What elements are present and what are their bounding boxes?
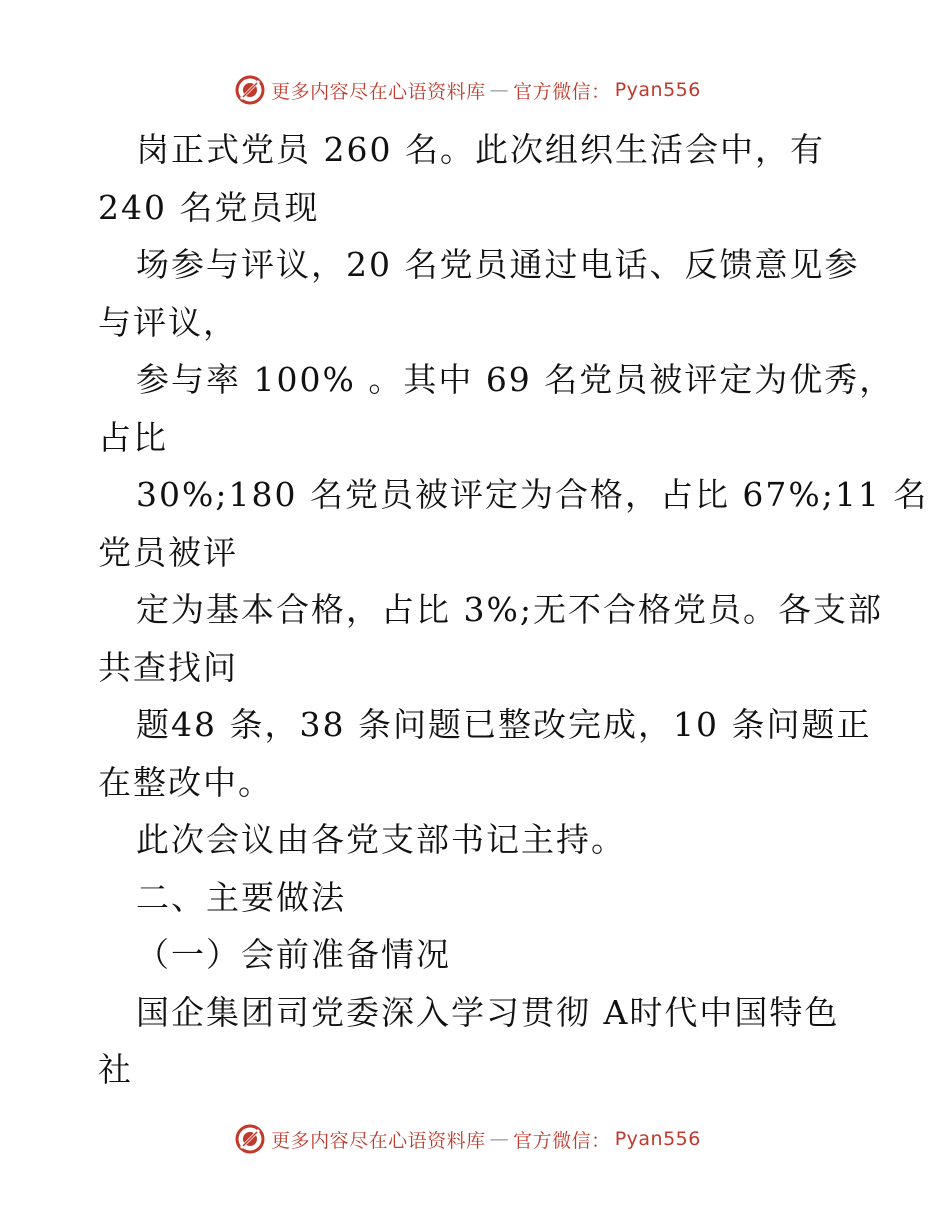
banner-title: 更多内容尽在心语资料库 [271,80,486,103]
text-line: 题48 条，38 条问题已整改完成，10 条问题正 [136,705,872,744]
banner-contact-label: 官方微信： [513,1129,611,1152]
text-line: 国企集团司党委深入学习贯彻 A时代中国特色 [136,992,840,1032]
text-line: 定为基本合格，占比 3%;无不合格党员。各支部 [136,590,883,629]
text-line: 共查找问 [98,647,238,687]
pen-logo-icon [233,73,267,107]
text-line: 与评议， [98,302,238,342]
text-line: 30%;180 名党员被评定为合格，占比 67%;11 名 [136,475,929,514]
text-line: 场参与评议，20 名党员通过电话、反馈意见参 [136,245,860,284]
section-heading: 二、主要做法 [136,877,346,917]
footer-banner [0,1119,950,1159]
banner-title: 更多内容尽在心语资料库 [271,1129,486,1152]
text-line: 岗正式党员 260 名。此次组织生活会中，有 [136,130,825,169]
text-line: 在整改中。 [98,762,273,802]
text-line: 社 [98,1050,133,1089]
subsection-heading: （一）会前准备情况 [136,935,451,974]
banner-dash: — [489,1128,510,1150]
header-banner [0,70,950,110]
text-line: 此次会议由各党支部书记主持。 [136,820,626,859]
banner-dash: — [489,79,510,101]
banner-wechat-id: Pyan556 [614,79,701,101]
banner-wechat-id: Pyan556 [614,1128,701,1150]
banner-contact-label: 官方微信： [513,80,611,103]
text-line: 240 名党员现 [98,187,320,227]
text-line: 党员被评 [98,532,238,572]
text-line: 参与率 100% 。其中 69 名党员被评定为优秀， [136,360,895,399]
document-body [98,121,929,1099]
text-line: 占比 [98,417,168,457]
pen-logo-icon [233,1122,267,1156]
